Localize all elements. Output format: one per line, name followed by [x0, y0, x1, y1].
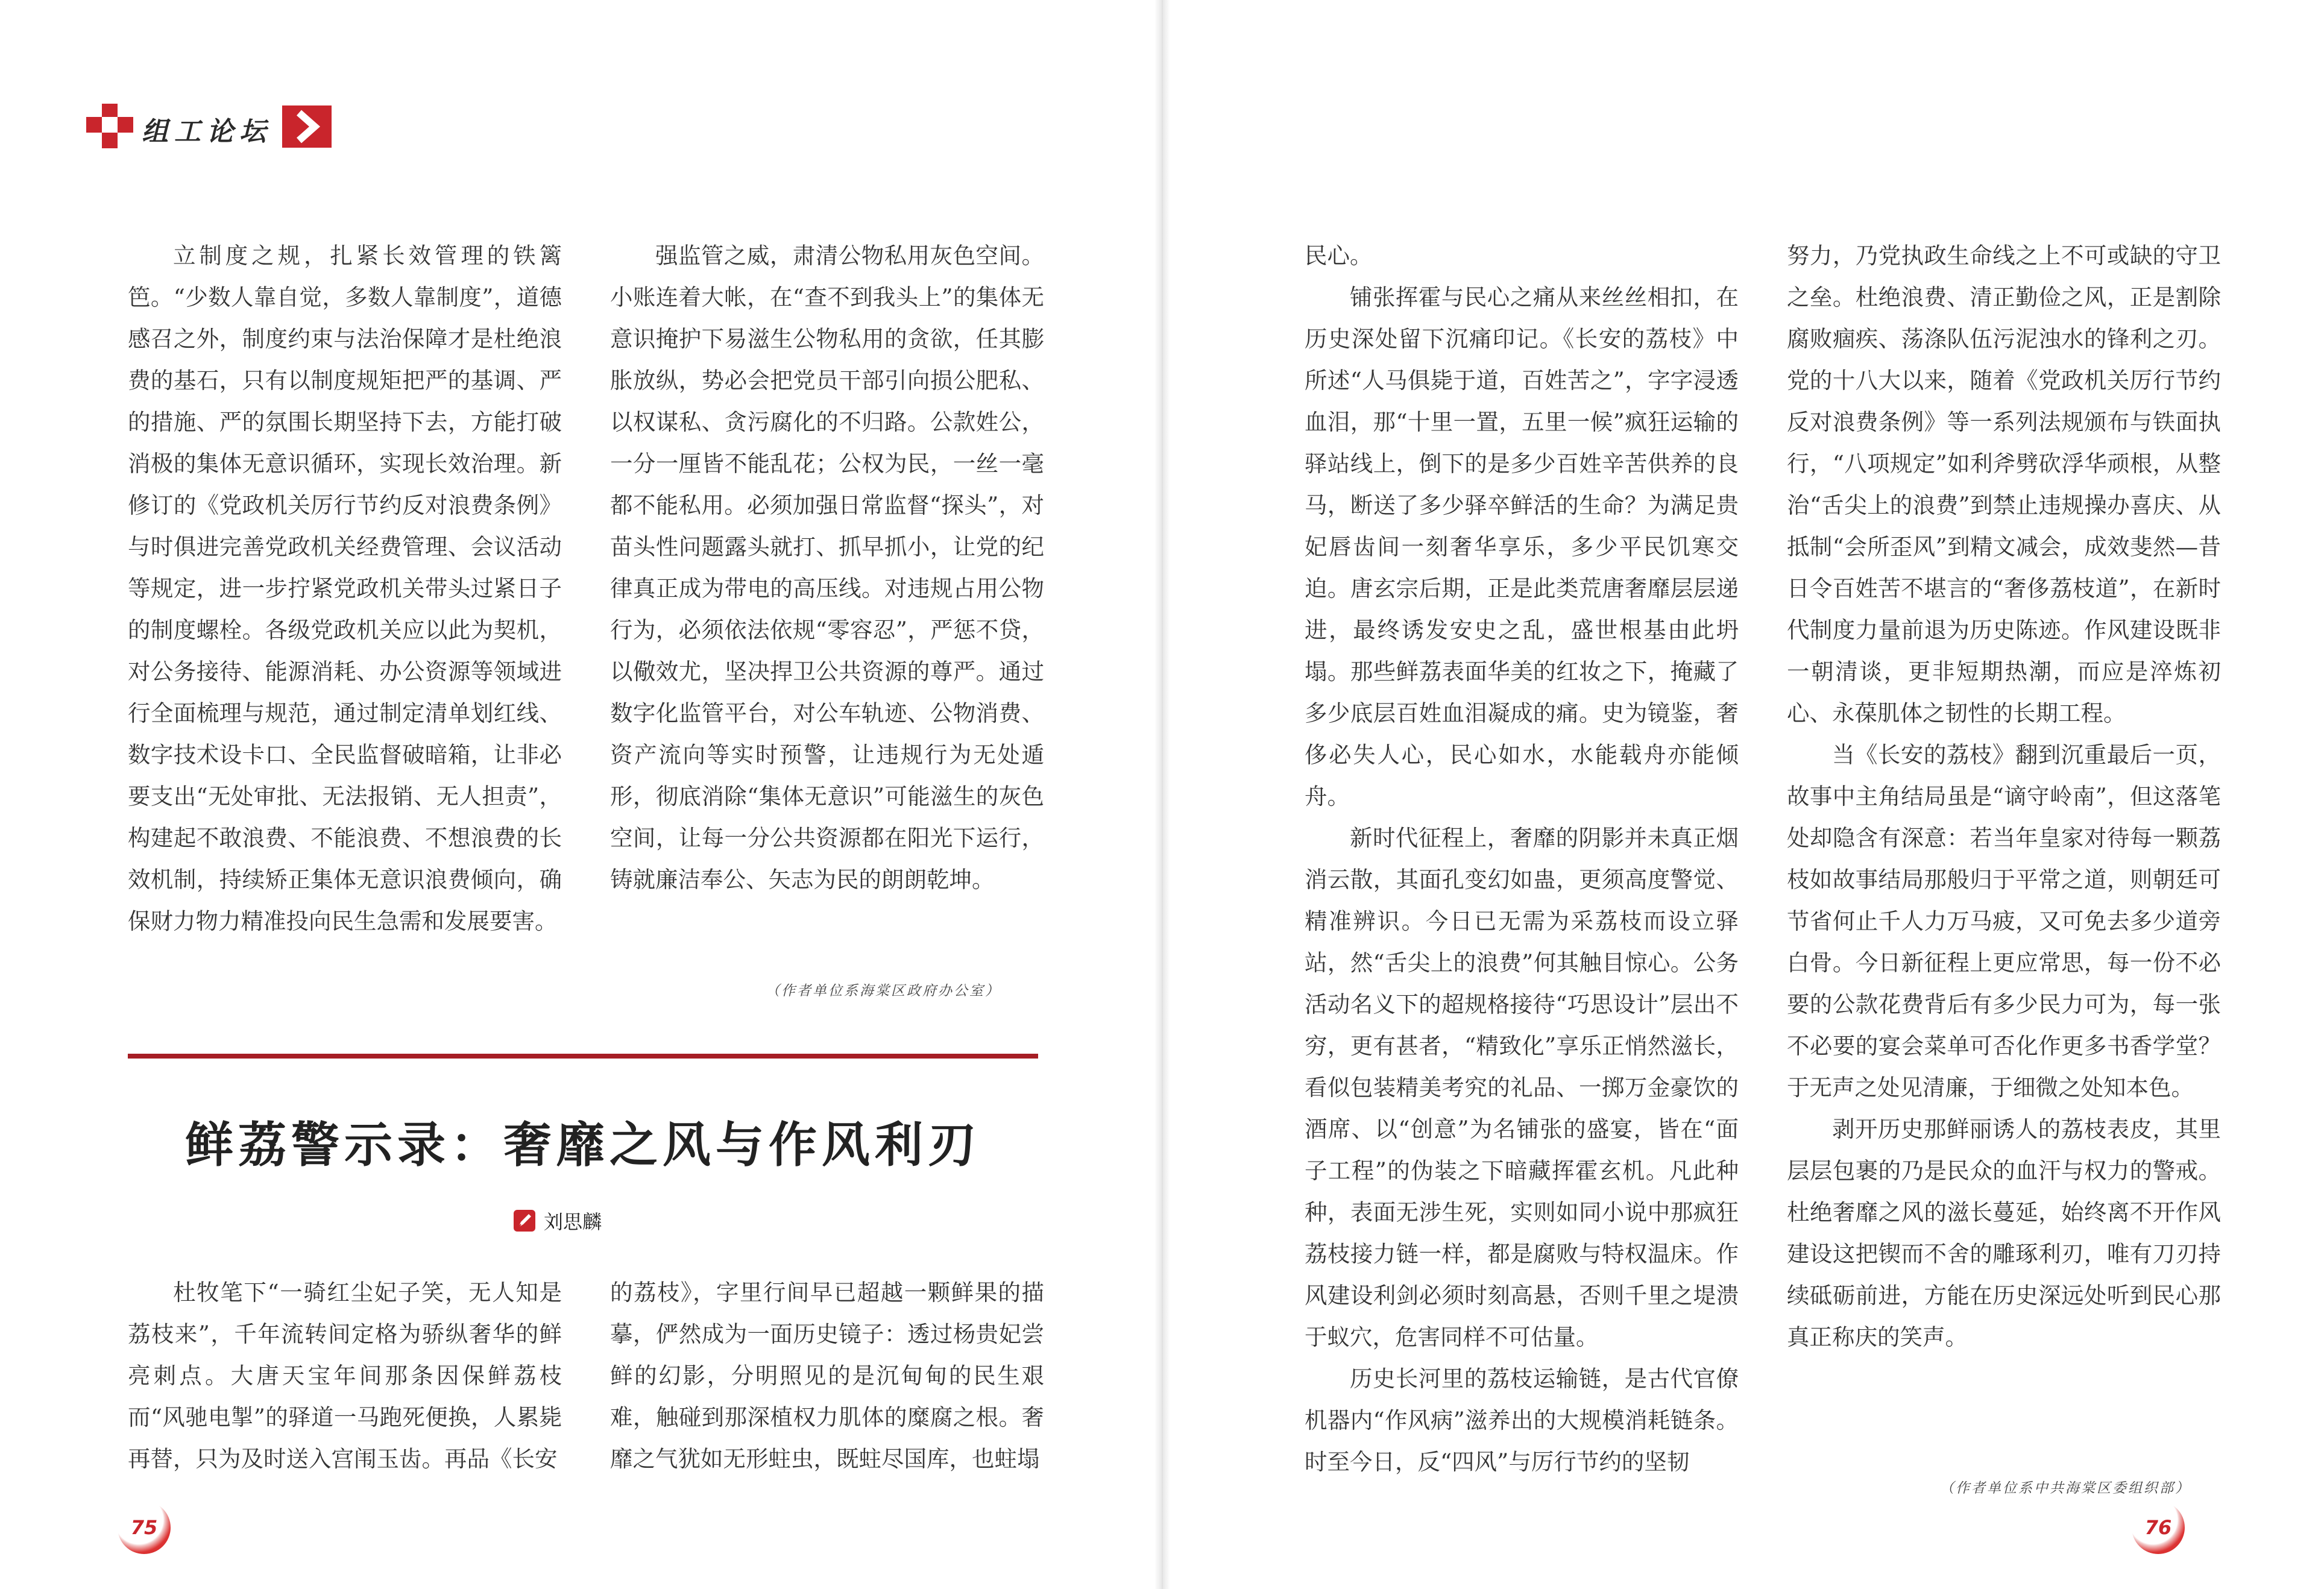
paragraph: 民心。 — [1305, 242, 1373, 269]
page-gutter — [1154, 0, 1170, 1589]
paragraph: 历史长河里的荔枝运输链，是古代官僚机器内“作风病”滋养出的大规模消耗链条。时至今日，反“四风”与厉行节约的坚韧 — [1305, 1365, 1739, 1475]
paragraph: 的荔枝》，字里行间早已超越一颗鲜果的描摹，俨然成为一面历史镜子：透过杨贵妃尝鲜的幻影，分明照见的是沉甸甸的民生艰难，触碰到那深植权力肌体的糜腐之根。奢靡之气犹如无形蛀虫，既蛀尽国库，也蛀塌 — [610, 1279, 1044, 1472]
article2-column-1 — [128, 1272, 562, 1480]
author-byline — [512, 1206, 602, 1236]
paragraph: 立制度之规，扎紧长效管理的铁篱笆。“少数人靠自觉，多数人靠制度”，道德感召之外，制度约束与法治保障才是杜绝浪费的基石，只有以制度规矩把严的基调、严的措施、严的氛围长期坚持下去，方能打破消极的集体无意识循环，实现长效治理。新修订的《党政机关厉行节约反对浪费条例》与时俱进完善党政机关经费管理、会议活动等规定，进一步拧紧党政机关带头过紧日子的制度螺栓。各级党政机关应以此为契机，对公务接待、能源消耗、办公资源等领域进行全面梳理与规范，通过制定清单划红线、数字技术设卡口、全民监督破暗箱，让非必要支出“无处审批、无法报销、无人担责”，构建起不敢浪费、不能浪费、不想浪费的长效机制，持续矫正集体无意识浪费倾向，确保财力物力精准投向民生急需和发展要害。 — [128, 242, 562, 934]
section-divider — [128, 1054, 1038, 1059]
logo-square — [102, 133, 118, 148]
paragraph: 铺张挥霍与民心之痛从来丝丝相扣，在历史深处留下沉痛印记。《长安的荔枝》中所述“人马俱毙于道，百姓苦之”，字字浸透血泪，那“十里一置，五里一候”疯狂运输的驿站线上，倒下的是多少百姓辛苦供养的良马，断送了多少驿卒鲜活的生命？为满足贵妃唇齿间一刻奢华享乐，多少平民饥寒交迫。唐玄宗后期，正是此类荒唐奢靡层层递进，最终诱发安史之乱，盛世根基由此坍塌。那些鲜荔表面华美的红妆之下，掩藏了多少底层百姓血泪凝成的痛。史为镜鉴，奢侈必失人心，民心如水，水能载舟亦能倾舟。 — [1305, 284, 1739, 810]
section-title: 组工论坛 — [142, 116, 272, 147]
paragraph: 新时代征程上，奢靡的阴影并未真正烟消云散，其面孔变幻如蛊，更须高度警觉、精准辨识。今日已无需为采荔枝而设立驿站，然“舌尖上的浪费”何其触目惊心。公务活动名义下的超规格接待“巧思设计”层出不穷，更有甚者，“精致化”享乐正悄然滋长，看似包装精美考究的礼品、一掷万金豪饮的酒席、以“创意”为名铺张的盛宴，皆在“面子工程”的伪装之下暗藏挥霍玄机。凡此种种，表面无涉生死，实则如同小说中那疯狂荔枝接力链一样，都是腐败与特权温床。作风建设利剑必须时刻高悬，否则千里之堤溃于蚁穴，危害同样不可估量。 — [1305, 825, 1739, 1350]
section-logo — [86, 104, 339, 152]
paragraph: 当《长安的荔枝》翻到沉重最后一页，故事中主角结局虽是“谪守岭南”，但这落笔处却隐含有深意：若当年皇家对待每一颗荔枝如故事结局那般归于平常之道，则朝廷可节省何止千人力万马疲，又可免去多少道旁白骨。今日新征程上更应常思，每一份不必要的公款花费背后有多少民力可为，每一张不必要的宴会菜单可否化作更多书香学堂？于无声之处见清廉，于细微之处知本色。 — [1787, 741, 2221, 1101]
article2-column-2 — [610, 1272, 1044, 1480]
logo-square — [86, 117, 102, 133]
article2-credit: （作者单位系中共海棠区委组织部） — [1940, 1480, 2191, 1496]
right-page — [1162, 0, 2324, 1589]
paragraph: 努力，乃党执政生命线之上不可或缺的守卫之垒。杜绝浪费、清正勤俭之风，正是割除腐败痼疾、荡涤队伍污泥浊水的锋利之刃。党的十八大以来，随着《党政机关厉行节约反对浪费条例》等一系列法规颁布与铁面执行，“八项规定”如利斧劈砍浮华顽根，从整治“舌尖上的浪费”到禁止违规操办喜庆、从抵制“会所歪风”到精文减会，成效斐然—昔日令百姓苦不堪言的“奢侈荔枝道”，在新时代制度力量前退为历史陈迹。作风建设既非一朝清谈，更非短期热潮，而应是淬炼初心、永葆肌体之韧性的长期工程。 — [1787, 242, 2221, 726]
pen-icon — [512, 1209, 537, 1233]
logo-square — [102, 104, 118, 117]
chevron-right-icon — [282, 105, 332, 148]
logo-square — [118, 117, 133, 133]
paragraph: 剥开历史那鲜丽诱人的荔枝表皮，其里层层包裹的乃是民众的血汗与权力的警戒。杜绝奢靡之风的滋长蔓延，始终离不开作风建设这把锲而不舍的雕琢利刃，唯有刀刃持续砥砺前进，方能在历史深远处听到民心那真正称庆的笑声。 — [1787, 1116, 2221, 1350]
page-number-right: 76 — [2132, 1501, 2185, 1554]
page-number-left: 75 — [118, 1501, 171, 1554]
article1-column-2 — [610, 235, 1044, 901]
paragraph: 杜牧笔下“一骑红尘妃子笑，无人知是荔枝来”，千年流转间定格为骄纵奢华的鲜亮刺点。大唐天宝年间那条因保鲜荔枝而“风驰电掣”的驿道一马跑死便换，人累毙再替，只为及时送入宫闱玉齿。再品《长安 — [128, 1279, 562, 1472]
article2-column-3 — [1305, 235, 1739, 1483]
article1-column-1 — [128, 235, 562, 942]
article2-headline: 鲜荔警示录：奢靡之风与作风利刃 — [185, 1117, 981, 1173]
article1-credit: （作者单位系海棠区政府办公室） — [766, 983, 1001, 999]
paragraph: 强监管之威，肃清公物私用灰色空间。小账连着大帐，在“查不到我头上”的集体无意识掩护下易滋生公物私用的贪欲，任其膨胀放纵，势必会把党员干部引向损公肥私、以权谋私、贪污腐化的不归路。公款姓公，一分一厘皆不能乱花；公权为民，一丝一毫都不能私用。必须加强日常监督“探头”，对苗头性问题露头就打、抓早抓小，让党的纪律真正成为带电的高压线。对违规占用公物行为，必须依法依规“零容忍”，严惩不贷，以儆效尤，坚决捍卫公共资源的尊严。通过数字化监管平台，对公车轨迹、公物消费、资产流向等实时预警，让违规行为无处遁形，彻底消除“集体无意识”可能滋生的灰色空间，让每一分公共资源都在阳光下运行，铸就廉洁奉公、矢志为民的朗朗乾坤。 — [610, 242, 1044, 893]
author-name: 刘思麟 — [544, 1210, 602, 1233]
article2-column-4 — [1787, 235, 2221, 1358]
